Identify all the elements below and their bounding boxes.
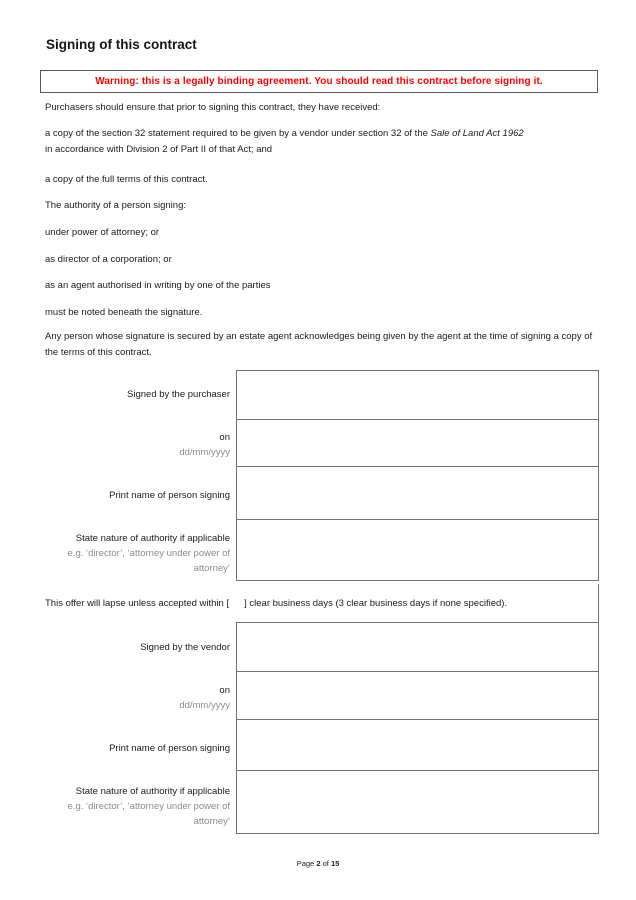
- vendor-print-name-field[interactable]: [237, 720, 598, 771]
- warning-banner: [40, 70, 598, 93]
- page-footer: [0, 859, 636, 868]
- business-days-input[interactable]: [229, 598, 244, 606]
- vendor-on-label: on: [219, 685, 230, 696]
- purchaser-authority-label: State nature of authority if applicable: [75, 533, 230, 544]
- purchaser-authority-field[interactable]: [237, 520, 598, 580]
- noted-beneath-paragraph: must be noted beneath the signature.: [45, 307, 203, 318]
- purchaser-date-field[interactable]: [237, 420, 598, 467]
- vendor-signature-field[interactable]: [237, 623, 598, 672]
- footer-page-word: Page: [296, 859, 315, 868]
- full-terms-paragraph: a copy of the full terms of this contract.: [45, 174, 208, 185]
- vendor-authority-label: State nature of authority if applicable: [75, 786, 230, 797]
- power-of-attorney-item: under power of attorney; or: [45, 227, 160, 238]
- purchaser-print-name-label: Print name of person signing: [109, 490, 230, 501]
- section32-text-line2: in accordance with Division 2 of Part II of that Act; and: [45, 144, 273, 155]
- section32-paragraph: [45, 126, 593, 158]
- purchaser-signature-field[interactable]: [237, 371, 598, 420]
- purchaser-signed-label: Signed by the purchaser: [127, 389, 230, 400]
- footer-page-number: 2: [316, 859, 321, 868]
- purchaser-signature-table: [236, 370, 599, 581]
- section32-text: a copy of the section 32 statement required to be given by a vendor under section 32 of the: [45, 128, 431, 139]
- table-right-border-connector: [598, 584, 599, 622]
- footer-total-pages: 15: [330, 859, 340, 868]
- agent-item: as an agent authorised in writing by one of the parties: [45, 280, 271, 291]
- act-name-italic: Sale of Land Act 1962: [430, 128, 524, 139]
- offer-lapse-clause: [45, 598, 593, 609]
- purchaser-date-hint: dd/mm/yyyy: [179, 447, 230, 458]
- purchaser-on-label: on: [219, 432, 230, 443]
- footer-of-word: of: [322, 859, 329, 868]
- offer-clause-before: This offer will lapse unless accepted within [: [45, 598, 230, 609]
- estate-agent-paragraph: Any person whose signature is secured by an estate agent acknowledges being given by the agent at the time of signing a copy of the terms of this contract.: [45, 331, 593, 358]
- purchaser-authority-hint: e.g. ‘director’, ‘attorney under power of attorney’: [67, 548, 230, 574]
- intro-paragraph: Purchasers should ensure that prior to signing this contract, they have received:: [45, 102, 381, 113]
- warning-text: Warning: this is a legally binding agreement. You should read this contract before signing it.: [95, 76, 543, 87]
- page-title: Signing of this contract: [46, 37, 197, 52]
- vendor-date-field[interactable]: [237, 672, 598, 720]
- offer-clause-after: ] clear business days (3 clear business days if none specified).: [244, 598, 508, 609]
- director-item: as director of a corporation; or: [45, 254, 172, 265]
- vendor-signed-label: Signed by the vendor: [140, 642, 230, 653]
- vendor-signature-table: [236, 622, 599, 834]
- purchaser-print-name-field[interactable]: [237, 467, 598, 520]
- authority-intro-paragraph: The authority of a person signing:: [45, 200, 187, 211]
- vendor-authority-field[interactable]: [237, 771, 598, 833]
- vendor-date-hint: dd/mm/yyyy: [179, 700, 230, 711]
- vendor-authority-hint: e.g. ‘director’, ‘attorney under power of attorney’: [67, 801, 230, 827]
- vendor-print-name-label: Print name of person signing: [109, 743, 230, 754]
